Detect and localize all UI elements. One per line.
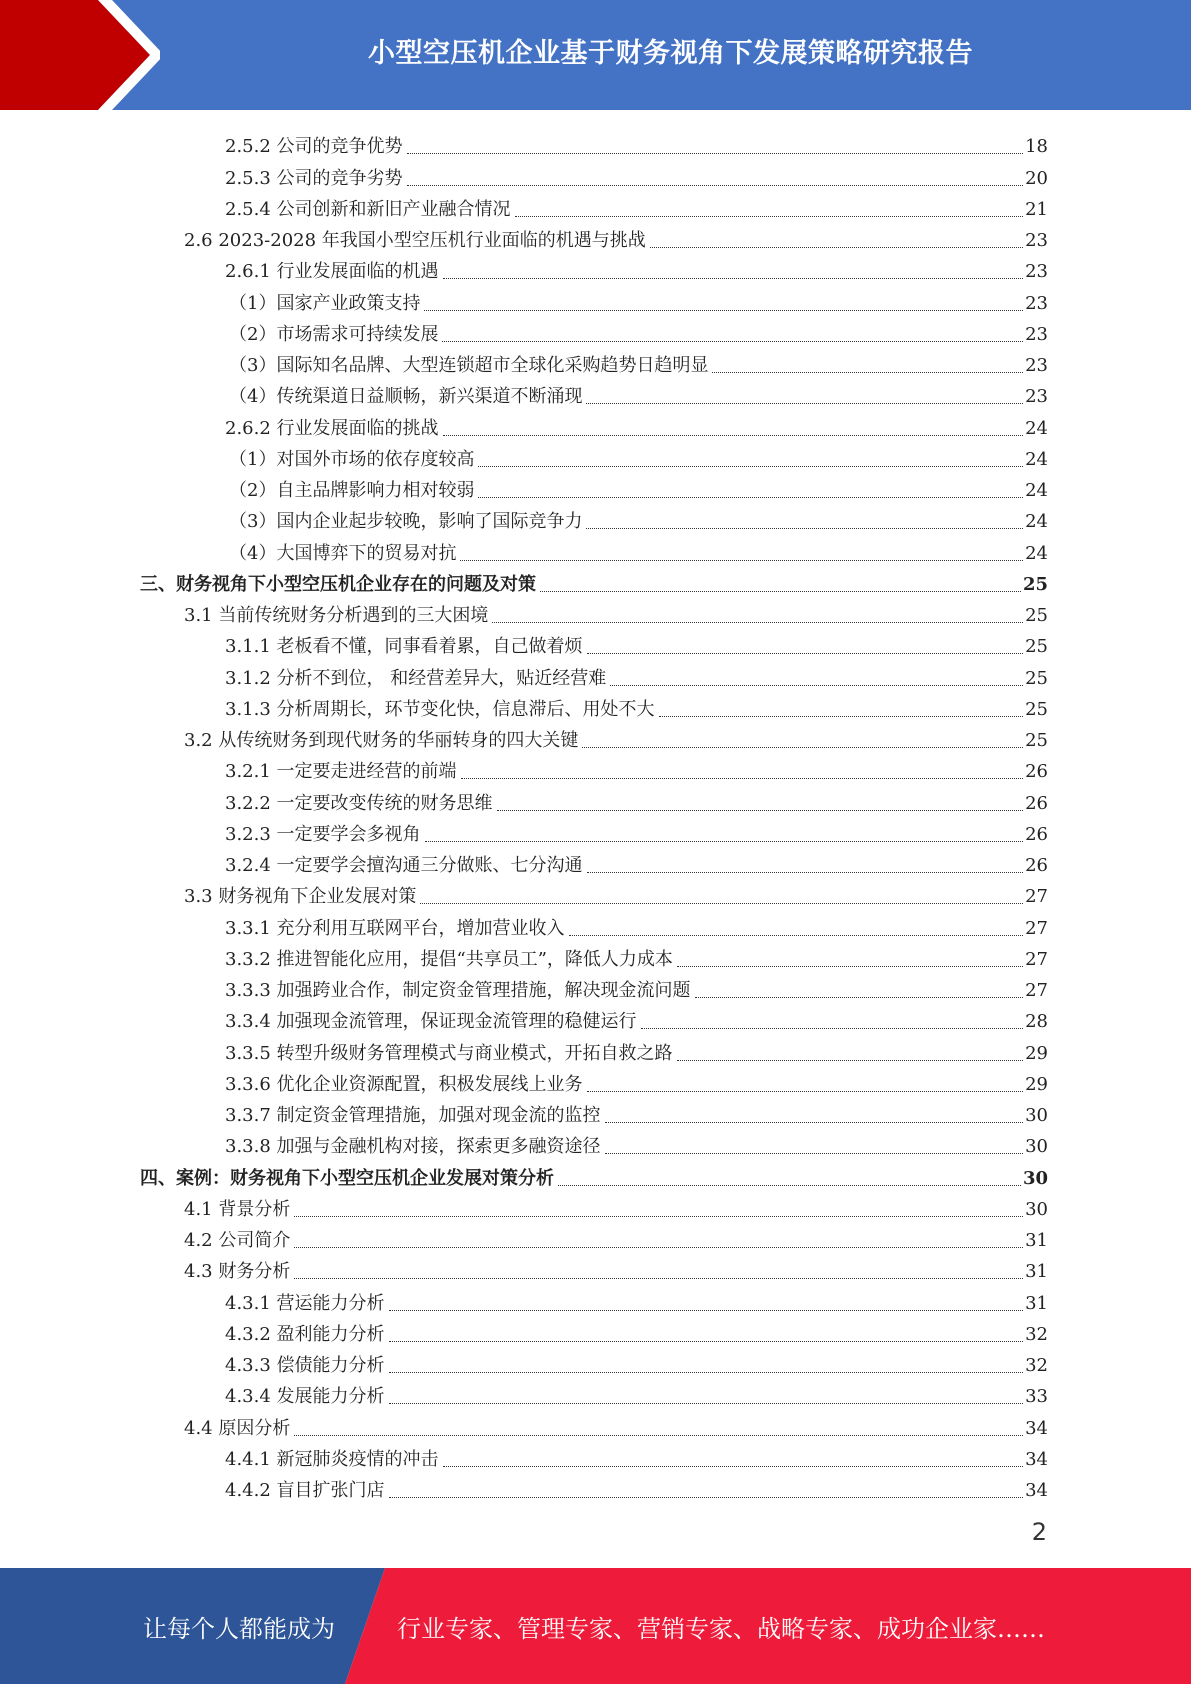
toc-entry-label: 3.3.4 加强现金流管理，保证现金流管理的稳健运行 xyxy=(225,1011,637,1033)
toc-entry[interactable] xyxy=(140,533,1048,564)
toc-entry-page: 23 xyxy=(1025,386,1048,408)
toc-entry-page: 23 xyxy=(1025,323,1048,345)
toc-entry-label: 2.6.1 行业发展面临的机遇 xyxy=(225,261,439,283)
toc-entry-page: 29 xyxy=(1025,1073,1048,1095)
toc-entry-label: 3.1 当前传统财务分析遇到的三大困境 xyxy=(184,605,489,626)
toc-entry[interactable] xyxy=(140,1221,1048,1252)
toc-dot-leader xyxy=(294,1278,1023,1279)
toc-entry-label: 3.1.1 老板看不懂，同事看着累，自己做着烦 xyxy=(225,636,583,658)
toc-entry[interactable] xyxy=(140,596,1048,627)
toc-entry-page: 25 xyxy=(1025,667,1048,689)
toc-entry[interactable] xyxy=(140,1346,1048,1377)
toc-dot-leader xyxy=(641,1028,1024,1029)
toc-entry-page: 25 xyxy=(1025,730,1048,751)
toc-dot-leader xyxy=(582,747,1023,748)
toc-dot-leader xyxy=(540,591,1021,592)
toc-entry[interactable] xyxy=(140,1283,1048,1314)
toc-entry-label: 3.1.3 分析周期长，环节变化快，信息滞后、用处不大 xyxy=(225,698,655,720)
toc-entry[interactable] xyxy=(140,1471,1048,1502)
toc-dot-leader xyxy=(294,1216,1023,1217)
toc-entry-page: 27 xyxy=(1025,886,1048,908)
toc-entry-page: 27 xyxy=(1025,948,1048,970)
toc-dot-leader xyxy=(442,341,1023,342)
page-header xyxy=(0,0,1191,110)
toc-dot-leader xyxy=(515,216,1024,217)
toc-dot-leader xyxy=(460,560,1023,561)
toc-entry[interactable] xyxy=(140,1158,1048,1189)
toc-entry-page: 20 xyxy=(1025,167,1048,189)
toc-dot-leader xyxy=(389,1497,1024,1498)
toc-entry[interactable] xyxy=(140,1096,1048,1127)
toc-entry-page: 24 xyxy=(1025,417,1048,439)
footer-slogan-left: 让每个人都能成为 xyxy=(143,1614,335,1643)
toc-entry-page: 27 xyxy=(1025,980,1048,1001)
toc-entry-label: 3.3.7 制定资金管理措施，加强对现金流的监控 xyxy=(225,1105,601,1126)
toc-entry-page: 23 xyxy=(1025,261,1048,283)
toc-dot-leader xyxy=(461,778,1024,779)
toc-entry-page: 28 xyxy=(1025,1011,1048,1033)
toc-entry-page: 27 xyxy=(1025,917,1048,939)
toc-entry-label: 4.1 背景分析 xyxy=(184,1198,291,1220)
toc-entry[interactable] xyxy=(140,252,1048,283)
toc-entry-label: （1）国家产业政策支持 xyxy=(229,292,421,314)
toc-entry[interactable] xyxy=(140,346,1048,377)
toc-dot-leader xyxy=(695,997,1024,998)
toc-entry-page: 25 xyxy=(1025,636,1048,658)
toc-entry[interactable] xyxy=(140,502,1048,533)
toc-entry[interactable] xyxy=(140,940,1048,971)
toc-entry-label: 2.6 2023-2028 年我国小型空压机行业面临的机遇与挑战 xyxy=(184,230,646,251)
toc-entry[interactable] xyxy=(140,283,1048,314)
toc-entry-page: 26 xyxy=(1025,761,1048,783)
toc-dot-leader xyxy=(677,966,1023,967)
toc-dot-leader xyxy=(650,247,1023,248)
toc-entry-label: （2）自主品牌影响力相对较弱 xyxy=(229,480,475,501)
toc-entry[interactable] xyxy=(140,377,1048,408)
toc-entry-page: 31 xyxy=(1025,1292,1048,1314)
toc-entry-page: 34 xyxy=(1025,1448,1048,1470)
toc-entry[interactable] xyxy=(140,971,1048,1002)
footer-slogan-right: 行业专家、管理专家、营销专家、战略专家、成功企业家…… xyxy=(397,1614,1045,1643)
toc-dot-leader xyxy=(558,1185,1021,1186)
toc-entry[interactable] xyxy=(140,658,1048,689)
toc-entry-label: 4.4.2 盲目扩张门店 xyxy=(225,1480,385,1501)
toc-entry[interactable] xyxy=(140,752,1048,783)
toc-entry-page: 23 xyxy=(1025,292,1048,314)
toc-dot-leader xyxy=(389,1341,1024,1342)
toc-dot-leader xyxy=(605,1122,1024,1123)
toc-entry-label: （3）国内企业起步较晚，影响了国际竞争力 xyxy=(229,511,583,533)
toc-dot-leader xyxy=(443,435,1024,436)
toc-entry-page: 33 xyxy=(1025,1386,1048,1408)
toc-entry[interactable] xyxy=(140,846,1048,877)
toc-entry[interactable] xyxy=(140,1377,1048,1408)
toc-entry[interactable] xyxy=(140,221,1048,252)
toc-dot-leader xyxy=(389,1372,1024,1373)
toc-entry-label: 3.2 从传统财务到现代财务的华丽转身的四大关键 xyxy=(184,730,579,751)
toc-dot-leader xyxy=(677,1060,1024,1061)
toc-dot-leader xyxy=(407,153,1024,154)
toc-entry-label: 2.6.2 行业发展面临的挑战 xyxy=(225,417,439,439)
toc-entry-page: 26 xyxy=(1025,855,1048,876)
toc-dot-leader xyxy=(586,403,1023,404)
toc-dot-leader xyxy=(587,872,1024,873)
toc-entry-label: 2.5.2 公司的竞争优势 xyxy=(225,136,403,158)
toc-dot-leader xyxy=(478,466,1023,467)
toc-dot-leader xyxy=(659,716,1024,717)
toc-entry-label: 3.3.8 加强与金融机构对接，探索更多融资途径 xyxy=(225,1136,601,1158)
toc-dot-leader xyxy=(586,528,1023,529)
toc-entry[interactable] xyxy=(140,1127,1048,1158)
toc-dot-leader xyxy=(587,653,1024,654)
toc-entry-page: 26 xyxy=(1025,792,1048,814)
toc-entry-page: 29 xyxy=(1025,1042,1048,1064)
toc-dot-leader xyxy=(587,1091,1024,1092)
toc-entry[interactable] xyxy=(140,877,1048,908)
toc-dot-leader xyxy=(605,1153,1024,1154)
toc-entry-label: 3.3.5 转型升级财务管理模式与商业模式，开拓自救之路 xyxy=(225,1042,673,1064)
toc-entry[interactable] xyxy=(140,471,1048,502)
toc-entry[interactable] xyxy=(140,1002,1048,1033)
toc-entry[interactable] xyxy=(140,1190,1048,1221)
toc-entry-label: 3.3.1 充分利用互联网平台，增加营业收入 xyxy=(225,917,565,939)
toc-entry[interactable] xyxy=(140,190,1048,221)
toc-entry-page: 25 xyxy=(1025,698,1048,720)
page-number: 2 xyxy=(1031,1518,1047,1546)
toc-entry[interactable] xyxy=(140,1315,1048,1346)
toc-entry-page: 32 xyxy=(1025,1355,1048,1376)
toc-entry-label: （1）对国外市场的依存度较高 xyxy=(229,448,475,470)
toc-entry[interactable] xyxy=(140,440,1048,471)
toc-dot-leader xyxy=(712,372,1023,373)
toc-entry-page: 24 xyxy=(1025,542,1048,564)
toc-entry-label: （4）大国博弈下的贸易对抗 xyxy=(229,542,457,564)
toc-entry-label: 4.2 公司简介 xyxy=(184,1230,291,1251)
toc-entry-page: 24 xyxy=(1025,480,1048,501)
toc-entry[interactable] xyxy=(140,1440,1048,1471)
toc-dot-leader xyxy=(389,1403,1024,1404)
toc-entry-label: 4.3.3 偿债能力分析 xyxy=(225,1355,385,1376)
toc-entry-label: 3.3 财务视角下企业发展对策 xyxy=(184,886,417,908)
toc-entry-page: 34 xyxy=(1025,1480,1048,1501)
table-of-contents xyxy=(140,127,1048,1502)
toc-dot-leader xyxy=(425,841,1024,842)
toc-entry-label: （3）国际知名品牌、大型连锁超市全球化采购趋势日趋明显 xyxy=(229,355,709,376)
toc-entry-page: 30 xyxy=(1025,1198,1048,1220)
toc-entry-label: 3.2.4 一定要学会擅沟通三分做账、七分沟通 xyxy=(225,855,583,876)
toc-entry-page: 23 xyxy=(1025,230,1048,251)
toc-dot-leader xyxy=(424,310,1023,311)
toc-entry-label: （2）市场需求可持续发展 xyxy=(229,323,439,345)
toc-entry-page: 21 xyxy=(1025,198,1048,220)
toc-entry-page: 30 xyxy=(1025,1105,1048,1126)
toc-entry-page: 32 xyxy=(1025,1323,1048,1345)
toc-entry[interactable] xyxy=(140,1065,1048,1096)
toc-dot-leader xyxy=(294,1247,1023,1248)
toc-entry-label: 4.4.1 新冠肺炎疫情的冲击 xyxy=(225,1448,439,1470)
toc-entry-label: 4.3.2 盈利能力分析 xyxy=(225,1323,385,1345)
toc-entry-page: 31 xyxy=(1025,1230,1048,1251)
toc-entry-label: 3.2.2 一定要改变传统的财务思维 xyxy=(225,792,493,814)
report-title: 小型空压机企业基于财务视角下发展策略研究报告 xyxy=(368,37,973,69)
toc-dot-leader xyxy=(420,903,1023,904)
toc-dot-leader xyxy=(610,685,1023,686)
toc-entry-label: 3.3.6 优化企业资源配置，积极发展线上业务 xyxy=(225,1073,583,1095)
toc-entry-label: 3.3.3 加强跨业合作，制定资金管理措施，解决现金流问题 xyxy=(225,980,691,1001)
toc-entry-page: 34 xyxy=(1025,1417,1048,1439)
toc-entry[interactable] xyxy=(140,1408,1048,1439)
toc-dot-leader xyxy=(492,622,1023,623)
toc-entry-page: 30 xyxy=(1022,1167,1048,1189)
red-chevron-icon xyxy=(0,0,160,110)
toc-entry-label: 2.5.4 公司创新和新旧产业融合情况 xyxy=(225,198,511,220)
toc-entry-label: 4.3.4 发展能力分析 xyxy=(225,1386,385,1408)
toc-entry[interactable] xyxy=(140,158,1048,189)
toc-entry[interactable] xyxy=(140,815,1048,846)
toc-entry-page: 25 xyxy=(1022,573,1048,595)
toc-entry-label: 三、财务视角下小型空压机企业存在的问题及对策 xyxy=(140,573,536,595)
toc-entry-page: 31 xyxy=(1025,1261,1048,1283)
toc-entry[interactable] xyxy=(140,627,1048,658)
toc-entry[interactable] xyxy=(140,908,1048,939)
toc-dot-leader xyxy=(443,1466,1024,1467)
toc-entry-label: 3.2.1 一定要走进经营的前端 xyxy=(225,761,457,783)
toc-entry-page: 23 xyxy=(1025,355,1048,376)
toc-dot-leader xyxy=(497,810,1024,811)
toc-dot-leader xyxy=(478,497,1023,498)
toc-entry-page: 24 xyxy=(1025,448,1048,470)
toc-dot-leader xyxy=(389,1310,1024,1311)
toc-entry-label: 4.3 财务分析 xyxy=(184,1261,291,1283)
toc-entry-page: 30 xyxy=(1025,1136,1048,1158)
toc-entry[interactable] xyxy=(140,408,1048,439)
toc-entry[interactable] xyxy=(140,315,1048,346)
toc-entry[interactable] xyxy=(140,690,1048,721)
page-footer xyxy=(0,1568,1191,1684)
toc-dot-leader xyxy=(407,185,1024,186)
toc-entry[interactable] xyxy=(140,127,1048,158)
toc-entry-label: 四、案例：财务视角下小型空压机企业发展对策分析 xyxy=(140,1167,554,1189)
toc-entry[interactable] xyxy=(140,565,1048,596)
toc-dot-leader xyxy=(294,1435,1023,1436)
toc-dot-leader xyxy=(443,278,1024,279)
toc-entry-page: 25 xyxy=(1025,605,1048,626)
toc-entry[interactable] xyxy=(140,1033,1048,1064)
toc-entry-label: （4）传统渠道日益顺畅，新兴渠道不断涌现 xyxy=(229,386,583,408)
toc-entry-label: 3.1.2 分析不到位， 和经营差异大，贴近经营难 xyxy=(225,667,607,689)
toc-entry-label: 4.3.1 营运能力分析 xyxy=(225,1292,385,1314)
toc-entry[interactable] xyxy=(140,783,1048,814)
toc-entry-page: 18 xyxy=(1025,136,1048,158)
toc-entry[interactable] xyxy=(140,721,1048,752)
toc-entry[interactable] xyxy=(140,1252,1048,1283)
toc-entry-label: 3.2.3 一定要学会多视角 xyxy=(225,823,421,845)
toc-entry-page: 24 xyxy=(1025,511,1048,533)
toc-entry-label: 2.5.3 公司的竞争劣势 xyxy=(225,167,403,189)
toc-entry-label: 3.3.2 推进智能化应用，提倡“共享员工”，降低人力成本 xyxy=(225,948,673,970)
toc-entry-page: 26 xyxy=(1025,823,1048,845)
toc-entry-label: 4.4 原因分析 xyxy=(184,1417,291,1439)
toc-dot-leader xyxy=(569,935,1024,936)
